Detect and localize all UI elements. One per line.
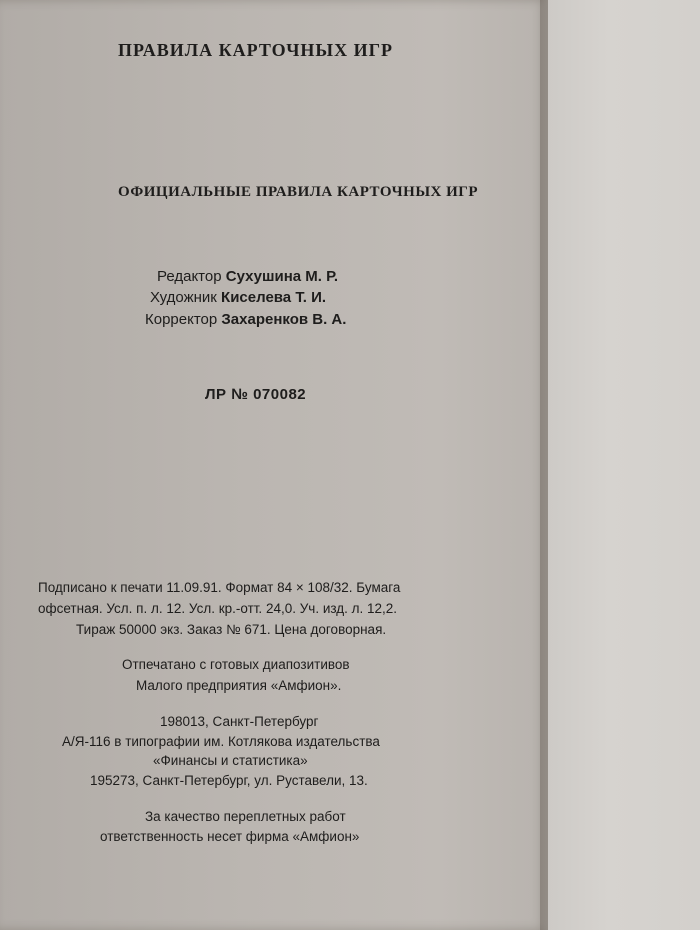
facing-page <box>548 0 700 930</box>
imprint-line: Тираж 50000 экз. Заказ № 671. Цена договорная. <box>76 622 387 637</box>
binding-note-line: За качество переплетных работ <box>145 809 346 824</box>
book-title: ОФИЦИАЛЬНЫЕ ПРАВИЛА КАРТОЧНЫХ ИГР <box>118 184 479 200</box>
credit-name: Сухушина М. Р. <box>225 268 339 285</box>
binding-note-line: ответственность несет фирма «Амфион» <box>100 829 360 844</box>
credit-name: Киселева Т. И. <box>221 289 327 306</box>
imprint-line: Подписано к печати 11.09.91. Формат 84 × 108/32. Бумага <box>38 580 401 595</box>
printer-address-line: 195273, Санкт-Петербург, ул. Руставели, 13. <box>90 773 368 788</box>
printed-from-line: Отпечатано с готовых диапозитивов <box>122 657 350 672</box>
credit-editor <box>157 268 338 285</box>
printer-address-line: А/Я-116 в типографии им. Котлякова издательства <box>62 734 380 749</box>
credit-role: Художник <box>150 289 217 306</box>
imprint-line: офсетная. Усл. п. л. 12. Усл. кр.-отт. 24,0. Уч. изд. л. 12,2. <box>38 601 398 616</box>
credit-role: Корректор <box>145 311 218 328</box>
printed-from-line: Малого предприятия «Амфион». <box>136 678 342 693</box>
credit-name: Захаренков В. А. <box>221 311 347 328</box>
series-title: ПРАВИЛА КАРТОЧНЫХ ИГР <box>118 40 394 60</box>
license-number: ЛР № 070082 <box>205 386 307 403</box>
credit-artist <box>150 289 326 306</box>
credit-proofreader <box>145 311 346 328</box>
printer-address-line: 198013, Санкт-Петербург <box>160 714 319 729</box>
printer-address-line: «Финансы и статистика» <box>153 753 308 768</box>
credit-role: Редактор <box>157 268 222 285</box>
